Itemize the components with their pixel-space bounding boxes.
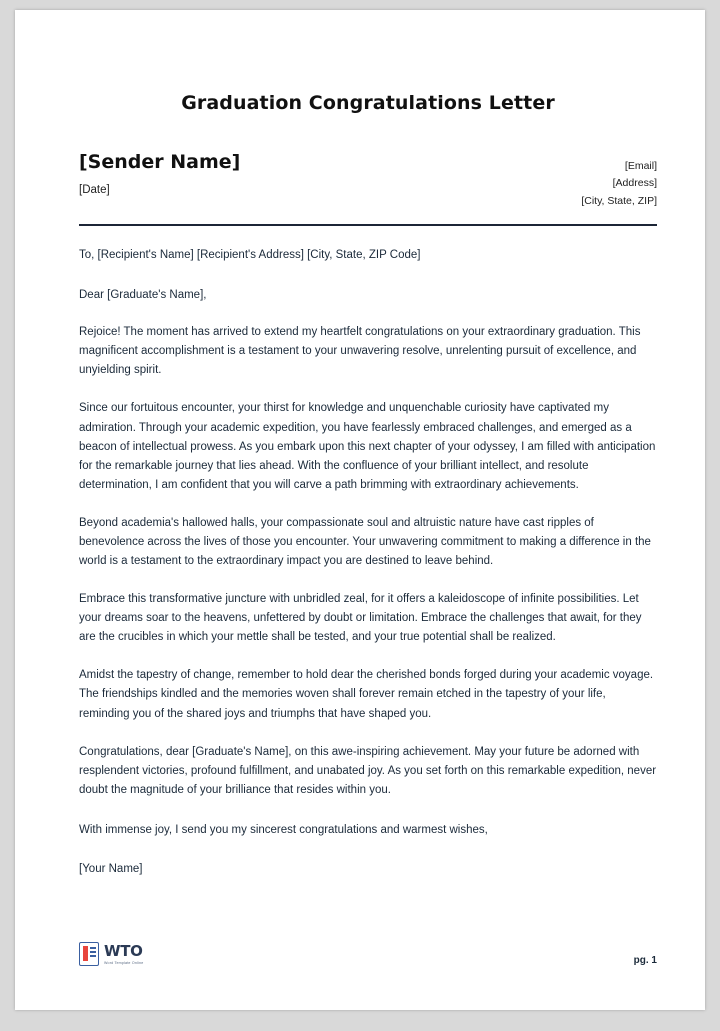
body-paragraph: Amidst the tapestry of change, remember to hold dear the cherished bonds forged during your academic voyage. The friendships kindled and the memories woven shall forever remain etched in the tapestry of your life, reminding you of the shared joys and triumphs that have shaped you. xyxy=(79,669,654,720)
sender-address: [Address] xyxy=(612,177,657,190)
header-divider xyxy=(79,224,657,226)
body-paragraph: Embrace this transformative juncture with unbridled zeal, for it offers a kaleidoscope of infinite possibilities. Let your dreams soar to the heavens, unfettered by doubt or limitation. Embrace the challenges that await, for they are the crucibles in which your mettle shall be tested, and your true potential shall be realized. xyxy=(79,593,642,644)
letter-body xyxy=(79,246,657,879)
page-title: Graduation Congratulations Letter xyxy=(181,92,555,114)
body-paragraph: Beyond academia's hallowed halls, your compassionate soul and altruistic nature have cast ripples of benevolence across the lives of those you encounter. Your unwavering commitment to making a difference in the world is a testament to the extraordinary impact you are destined to leave behind. xyxy=(79,516,651,568)
recipient-line: To, [Recipient's Name] [Recipient's Address] [City, State, ZIP Code] xyxy=(79,249,421,261)
document-footer xyxy=(79,942,657,968)
sender-contact-block xyxy=(581,158,657,210)
wto-logo xyxy=(79,942,657,966)
letter-header xyxy=(79,152,657,214)
sender-name: [Sender Name] xyxy=(79,151,241,173)
sender-city-state-zip: [City, State, ZIP] xyxy=(581,194,657,207)
logo-subtext: Word Template Online xyxy=(104,960,144,965)
salutation: Dear [Graduate's Name], xyxy=(79,288,207,301)
closing-line: With immense joy, I send you my sincerest congratulations and warmest wishes, xyxy=(79,823,488,836)
body-paragraph: Rejoice! The moment has arrived to extend my heartfelt congratulations on your extraordinary graduation. This magnificent accomplishment is a testament to your unwavering resolve, unrelenting pursuit of excellence, and unyielding spirit. xyxy=(79,326,641,377)
sender-email: [Email] xyxy=(624,160,657,172)
page-number: pg. 1 xyxy=(633,955,657,966)
letter-date: [Date] xyxy=(79,183,110,196)
logo-text: WTO xyxy=(104,941,143,960)
body-paragraph: Since our fortuitous encounter, your thirst for knowledge and unquenchable curiosity have captivated my admiration. Through your academic expedition, you have fearlessly embraced challenges, and emerged as a beacon of intellectual prowess. As you embark upon this next chapter of your odyssey, I am filled with anticipation for the remarkable journey that lies ahead. With the confluence of your brilliant intellect, and resolute determination, I am confident that you will carve a path brimming with extraordinary achievements. xyxy=(79,402,656,491)
document-content xyxy=(79,10,657,1010)
document-icon xyxy=(79,942,99,966)
signature-line: [Your Name] xyxy=(79,863,143,876)
body-paragraph: Congratulations, dear [Graduate's Name], on this awe-inspiring achievement. May your future be adorned with resplendent victories, profound fulfillment, and unabated joy. As you set forth on this remarkable expedition, never doubt the magnitude of your brilliance that resides within you. xyxy=(79,745,657,796)
document-page xyxy=(15,10,705,1010)
